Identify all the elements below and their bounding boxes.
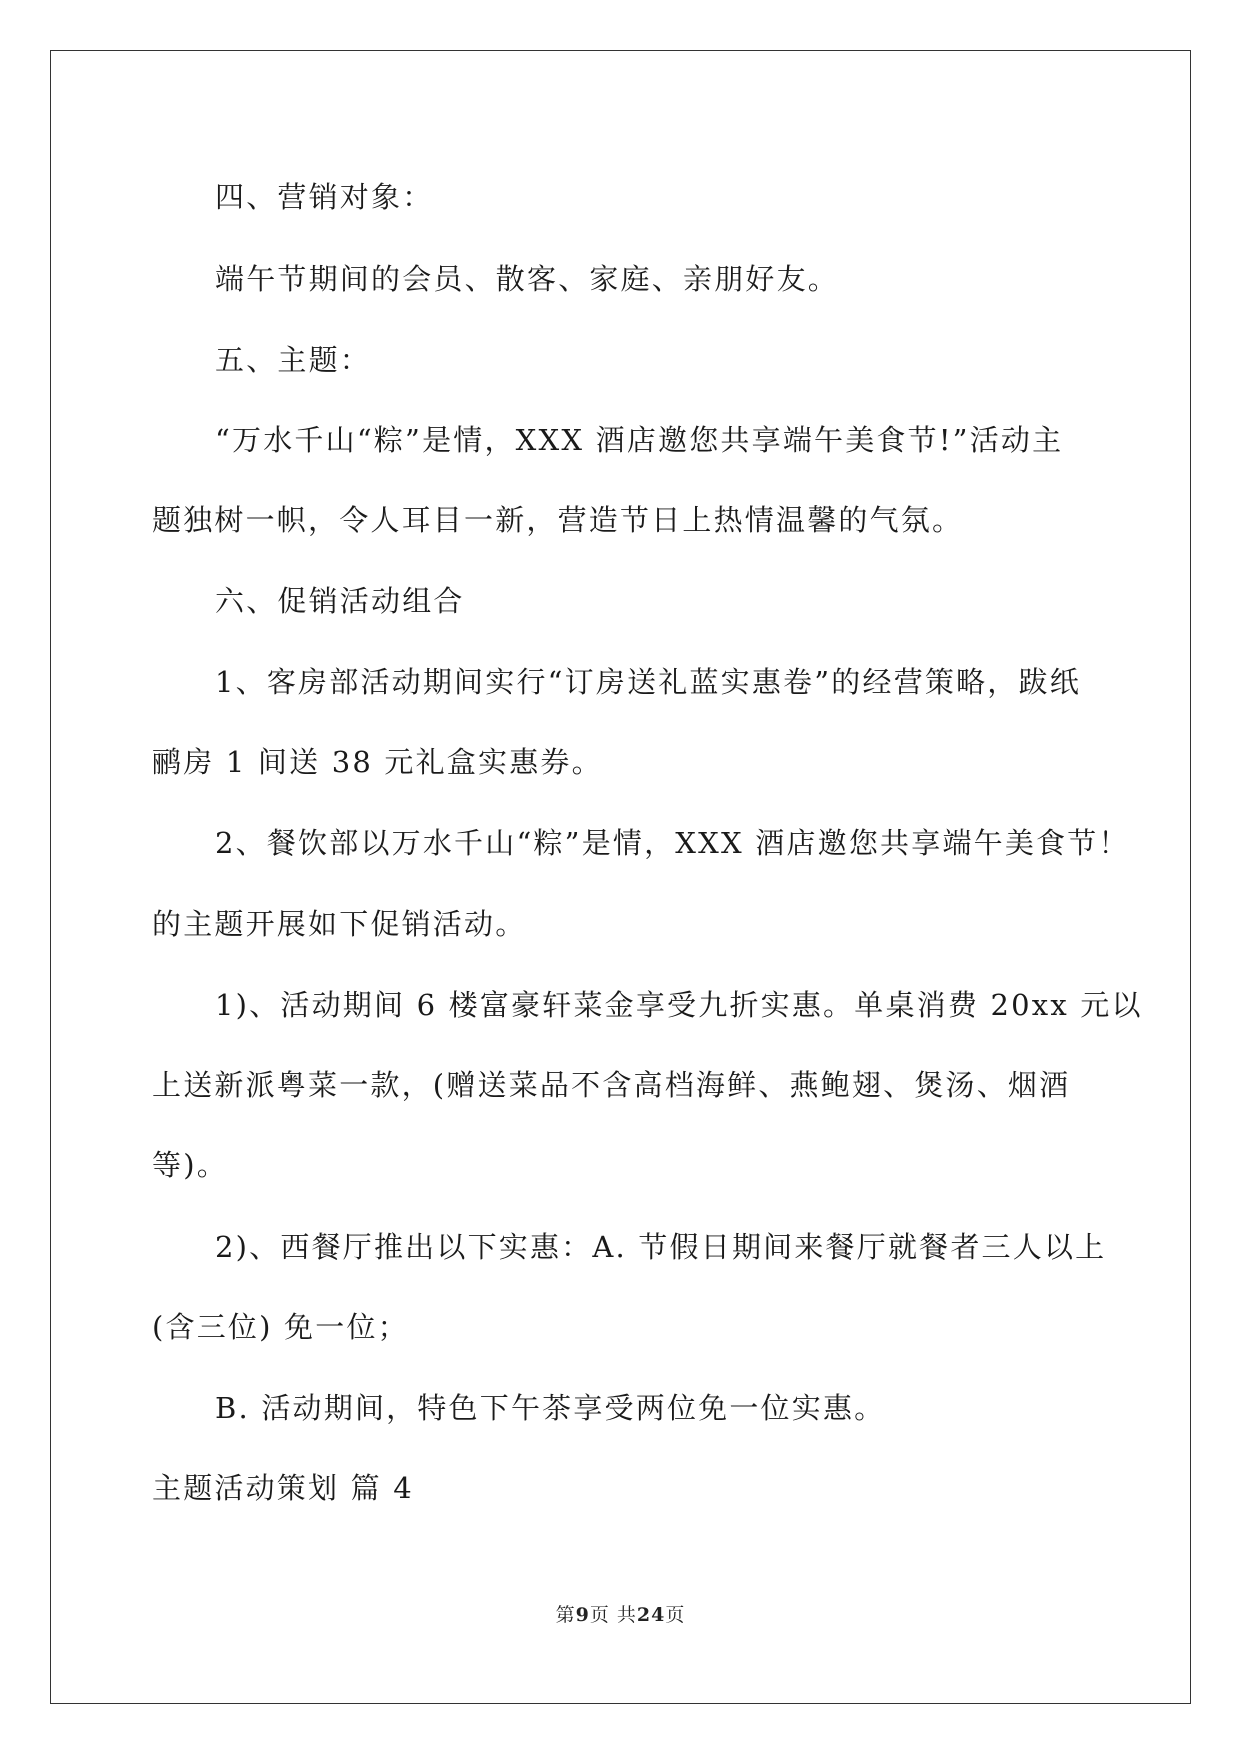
paragraph-line: 鹂房 1 间送 38 元礼盒实惠券。 xyxy=(152,745,603,779)
footer-prefix: 第 xyxy=(555,1604,576,1626)
footer-page-total: 24 xyxy=(636,1604,666,1626)
paragraph-line: 端午节期间的会员、散客、家庭、亲朋好友。 xyxy=(215,262,840,296)
paragraph-line: 上送新派粤菜一款，(赠送菜品不含高档海鲜、燕鲍翅、煲汤、烟酒 xyxy=(152,1068,1071,1102)
footer-page-number: 9 xyxy=(575,1604,590,1626)
paragraph-line: 等)。 xyxy=(152,1148,228,1182)
footer-suffix: 页 xyxy=(665,1604,686,1626)
heading-theme: 五、主题： xyxy=(215,343,372,377)
paragraph-line: 题独树一帜，令人耳目一新，营造节日上热情温馨的气氛。 xyxy=(152,503,964,537)
paragraph-line: 的主题开展如下促销活动。 xyxy=(152,907,527,941)
section-title: 主题活动策划 篇 4 xyxy=(152,1471,414,1505)
paragraph-line: B. 活动期间，特色下午茶享受两位免一位实惠。 xyxy=(215,1391,886,1425)
heading-promotion: 六、促销活动组合 xyxy=(215,584,465,618)
paragraph-line: “万水千山“粽”是情，XXX 酒店邀您共享端午美食节!”活动主 xyxy=(215,423,1064,457)
footer-mid: 页 共 xyxy=(589,1604,637,1626)
page-footer xyxy=(0,1600,1241,1627)
page-border xyxy=(50,50,1191,1704)
paragraph-line: 2、餐饮部以万水千山“粽”是情，XXX 酒店邀您共享端午美食节！ xyxy=(215,826,1130,860)
heading-marketing-target: 四、营销对象： xyxy=(215,180,434,214)
paragraph-line: 1)、活动期间 6 楼富豪轩菜金享受九折实惠。单桌消费 20xx 元以 xyxy=(215,988,1143,1022)
paragraph-line: 2)、西餐厅推出以下实惠：A. 节假日期间来餐厅就餐者三人以上 xyxy=(215,1230,1107,1264)
paragraph-line: (含三位) 免一位； xyxy=(152,1310,409,1344)
paragraph-line: 1、客房部活动期间实行“订房送礼蓝实惠卷”的经营策略，跋纸 xyxy=(215,665,1081,699)
